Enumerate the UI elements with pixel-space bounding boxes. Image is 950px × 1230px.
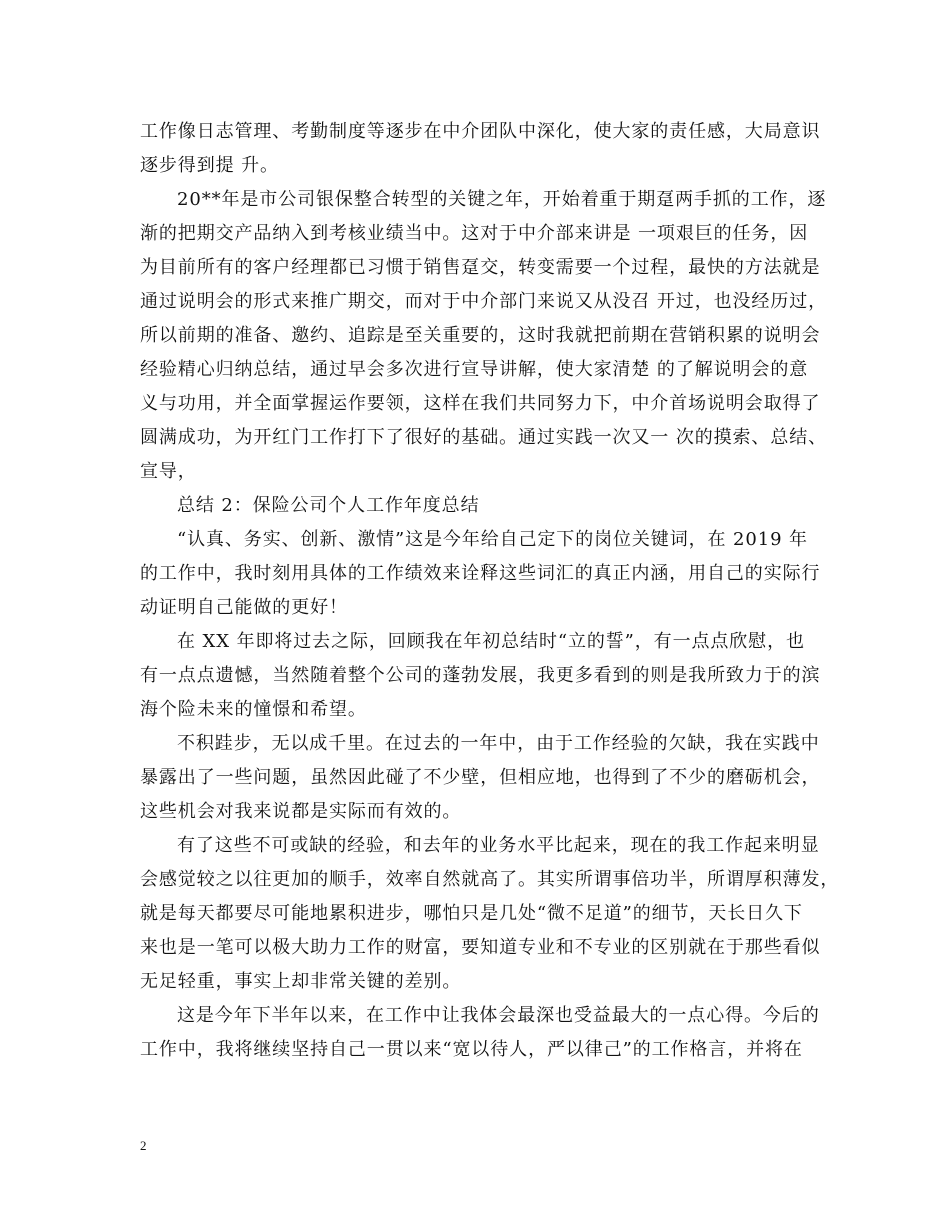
body-text-line: “认真、务实、创新、激情”这是今年给自己定下的岗位关键词，在 2019 年 (177, 529, 808, 550)
body-text-line: 有一点点遗憾，当然随着整个公司的蓬勃发展，我更多看到的则是我所致力于的滨 (140, 665, 821, 686)
body-text-line: 来也是一笔可以极大助力工作的财富，要知道专业和不专业的区别就在于那些看似 (140, 937, 821, 958)
body-text-line: 宣导， (140, 461, 197, 482)
body-text-line: 渐的把期交产品纳入到考核业绩当中。这对于中介部来讲是 一项艰巨的任务，因 (140, 223, 809, 244)
body-text-line: 会感觉较之以往更加的顺手，效率自然就高了。其实所谓事倍功半，所谓厚积薄发， (140, 869, 840, 890)
body-text-line: 在 XX 年即将过去之际，回顾我在年初总结时“立的誓”，有一点点欣慰，也 (177, 631, 805, 652)
body-text-line: 通过说明会的形式来推广期交，而对于中介部门来说又从没召 开过，也没经历过， (140, 291, 828, 312)
body-text-line: 有了这些不可或缺的经验，和去年的业务水平比起来，现在的我工作起来明显 (177, 835, 820, 856)
body-text-line: 不积跬步，无以成千里。在过去的一年中，由于工作经验的欠缺，我在实践中 (177, 733, 820, 754)
body-text-line: 工作像日志管理、考勤制度等逐步在中介团队中深化，使大家的责任感，大局意识 (140, 121, 821, 142)
body-text-line: 动证明自己能做的更好！ (140, 597, 348, 618)
body-text-line: 无足轻重，事实上却非常关键的差别。 (140, 971, 462, 992)
body-text-line: 经验精心归纳总结，通过早会多次进行宣导讲解，使大家清楚 的了解说明会的意 (140, 359, 809, 380)
body-text-line: 海个险未来的憧憬和希望。 (140, 699, 367, 720)
body-text-line: 这是今年下半年以来，在工作中让我体会最深也受益最大的一点心得。今后的 (177, 1005, 820, 1026)
page-number: 2 (140, 1138, 147, 1153)
body-text-line: 这些机会对我来说都是实际而有效的。 (140, 801, 462, 822)
body-text-line: 工作中，我将继续坚持自己一贯以来“宽以待人，严以律己”的工作格言，并将在 (140, 1039, 803, 1060)
body-text-line: 20**年是市公司银保整合转型的关键之年，开始着重于期趸两手抓的工作，逐 (177, 189, 827, 210)
body-text-line: 所以前期的准备、邀约、追踪是至关重要的，这时我就把前期在营销积累的说明会 (140, 325, 821, 346)
body-text-line: 为目前所有的客户经理都已习惯于销售趸交，转变需要一个过程，最快的方法就是 (140, 257, 821, 278)
body-text-line: 逐步得到提 升。 (140, 155, 279, 176)
body-text-line: 就是每天都要尽可能地累积进步，哪怕只是几处“微不足道”的细节，天长日久下 (140, 903, 803, 924)
body-text-line: 暴露出了一些问题，虽然因此碰了不少壁，但相应地，也得到了不少的磨砺机会， (140, 767, 821, 788)
body-text-line: 的工作中，我时刻用具体的工作绩效来诠释这些词汇的真正内涵，用自己的实际行 (140, 563, 821, 584)
body-text-line: 义与功用，并全面掌握运作要领，这样在我们共同努力下，中介首场说明会取得了 (140, 393, 821, 414)
section-heading: 总结 2：保险公司个人工作年度总结 (177, 495, 480, 516)
body-text-line: 圆满成功，为开红门工作打下了很好的基础。通过实践一次又一 次的摸索、总结、 (140, 427, 828, 448)
